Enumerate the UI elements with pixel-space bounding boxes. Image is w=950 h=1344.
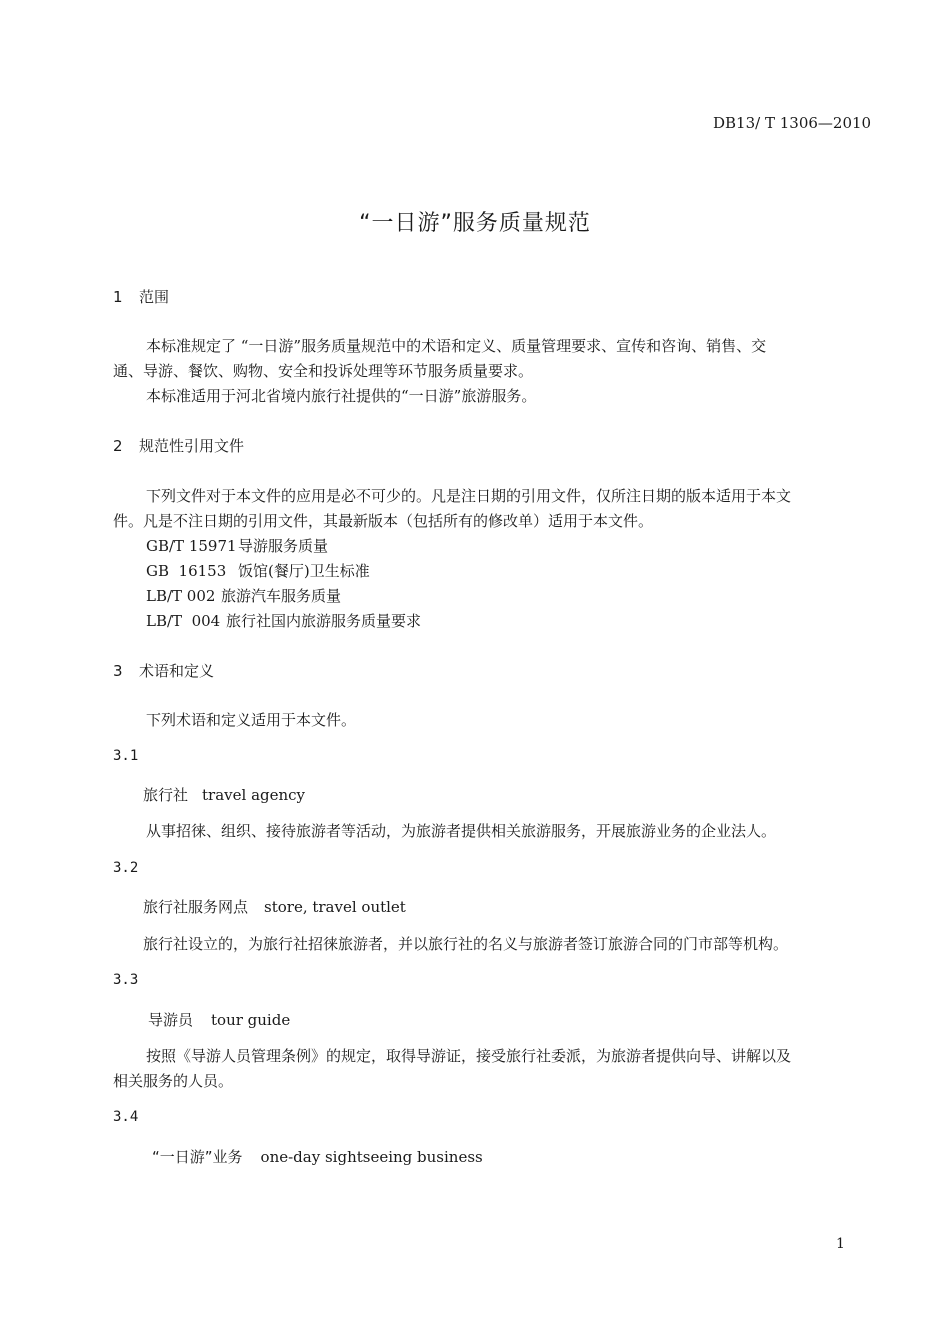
- term-chinese: 导游员: [148, 1011, 194, 1029]
- section-title: 规范性引用文件: [139, 437, 245, 455]
- term-definition: 按照《导游人员管理条例》的规定，取得导游证，接受旅行社委派，为旅游者提供向导、讲解以及: [146, 1047, 792, 1065]
- term-entry: [143, 896, 406, 917]
- reference-item: [146, 610, 421, 631]
- term-entry: [143, 784, 305, 805]
- paragraph-line: 件。凡是不注日期的引用文件，其最新版本（包括所有的修改单）适用于本文件。: [113, 512, 654, 530]
- section-heading-terms: [113, 660, 214, 681]
- paragraph-line: 本标准规定了 “一日游”服务质量规范中的术语和定义、质量管理要求、宣传和咨询、销售、交: [146, 337, 767, 355]
- page-number: 1: [836, 1236, 845, 1252]
- subsection-number: 3.1: [113, 748, 139, 764]
- term-chinese: 旅行社服务网点: [143, 898, 249, 916]
- term-definition: 相关服务的人员。: [113, 1072, 234, 1090]
- paragraph-line: 本标准适用于河北省境内旅行社提供的“一日游”旅游服务。: [146, 387, 537, 405]
- reference-item: [146, 585, 341, 606]
- paragraph-line: 通、导游、餐饮、购物、安全和投诉处理等环节服务质量要求。: [113, 362, 534, 380]
- reference-item: [146, 535, 328, 556]
- section-number: 1: [113, 288, 123, 306]
- subsection-number: 3.2: [113, 860, 139, 876]
- reference-name: 旅游汽车服务质量: [221, 587, 342, 605]
- term-english: one-day sightseeing business: [260, 1148, 483, 1166]
- term-entry: [152, 1146, 483, 1167]
- reference-code: GB/T 15971: [146, 537, 237, 555]
- term-english: store, travel outlet: [264, 898, 406, 916]
- reference-code: LB/T 004: [146, 612, 221, 630]
- section-title: 术语和定义: [139, 662, 215, 680]
- reference-item: [146, 560, 370, 581]
- term-definition: 旅行社设立的，为旅行社招徕旅游者，并以旅行社的名义与旅游者签订旅游合同的门市部等机构。: [143, 935, 789, 953]
- reference-name: 饭馆(餐厅)卫生标准: [238, 562, 370, 580]
- subsection-number: 3.4: [113, 1109, 139, 1125]
- term-english: tour guide: [211, 1011, 291, 1029]
- document-code: DB13/ T 1306—2010: [713, 114, 872, 132]
- section-heading-scope: [113, 286, 169, 307]
- reference-code: GB 16153: [146, 562, 227, 580]
- section-heading-normative: [113, 435, 244, 456]
- document-title: “一日游”服务质量规范: [359, 211, 591, 236]
- reference-name: 旅行社国内旅游服务质量要求: [226, 612, 422, 630]
- paragraph-line: 下列文件对于本文件的应用是必不可少的。凡是注日期的引用文件，仅所注日期的版本适用于本文: [146, 487, 792, 505]
- reference-name: 导游服务质量: [238, 537, 329, 555]
- reference-code: LB/T 002: [146, 587, 216, 605]
- term-chinese: 旅行社: [143, 786, 189, 804]
- term-chinese: “一日游”业务: [152, 1148, 243, 1166]
- subsection-number: 3.3: [113, 972, 139, 988]
- term-entry: [148, 1009, 290, 1030]
- section-title: 范围: [139, 288, 170, 306]
- term-definition: 从事招徕、组织、接待旅游者等活动，为旅游者提供相关旅游服务，开展旅游业务的企业法人。: [146, 822, 777, 840]
- paragraph-line: 下列术语和定义适用于本文件。: [146, 711, 357, 729]
- section-number: 3: [113, 662, 123, 680]
- section-number: 2: [113, 437, 123, 455]
- term-english: travel agency: [202, 786, 306, 804]
